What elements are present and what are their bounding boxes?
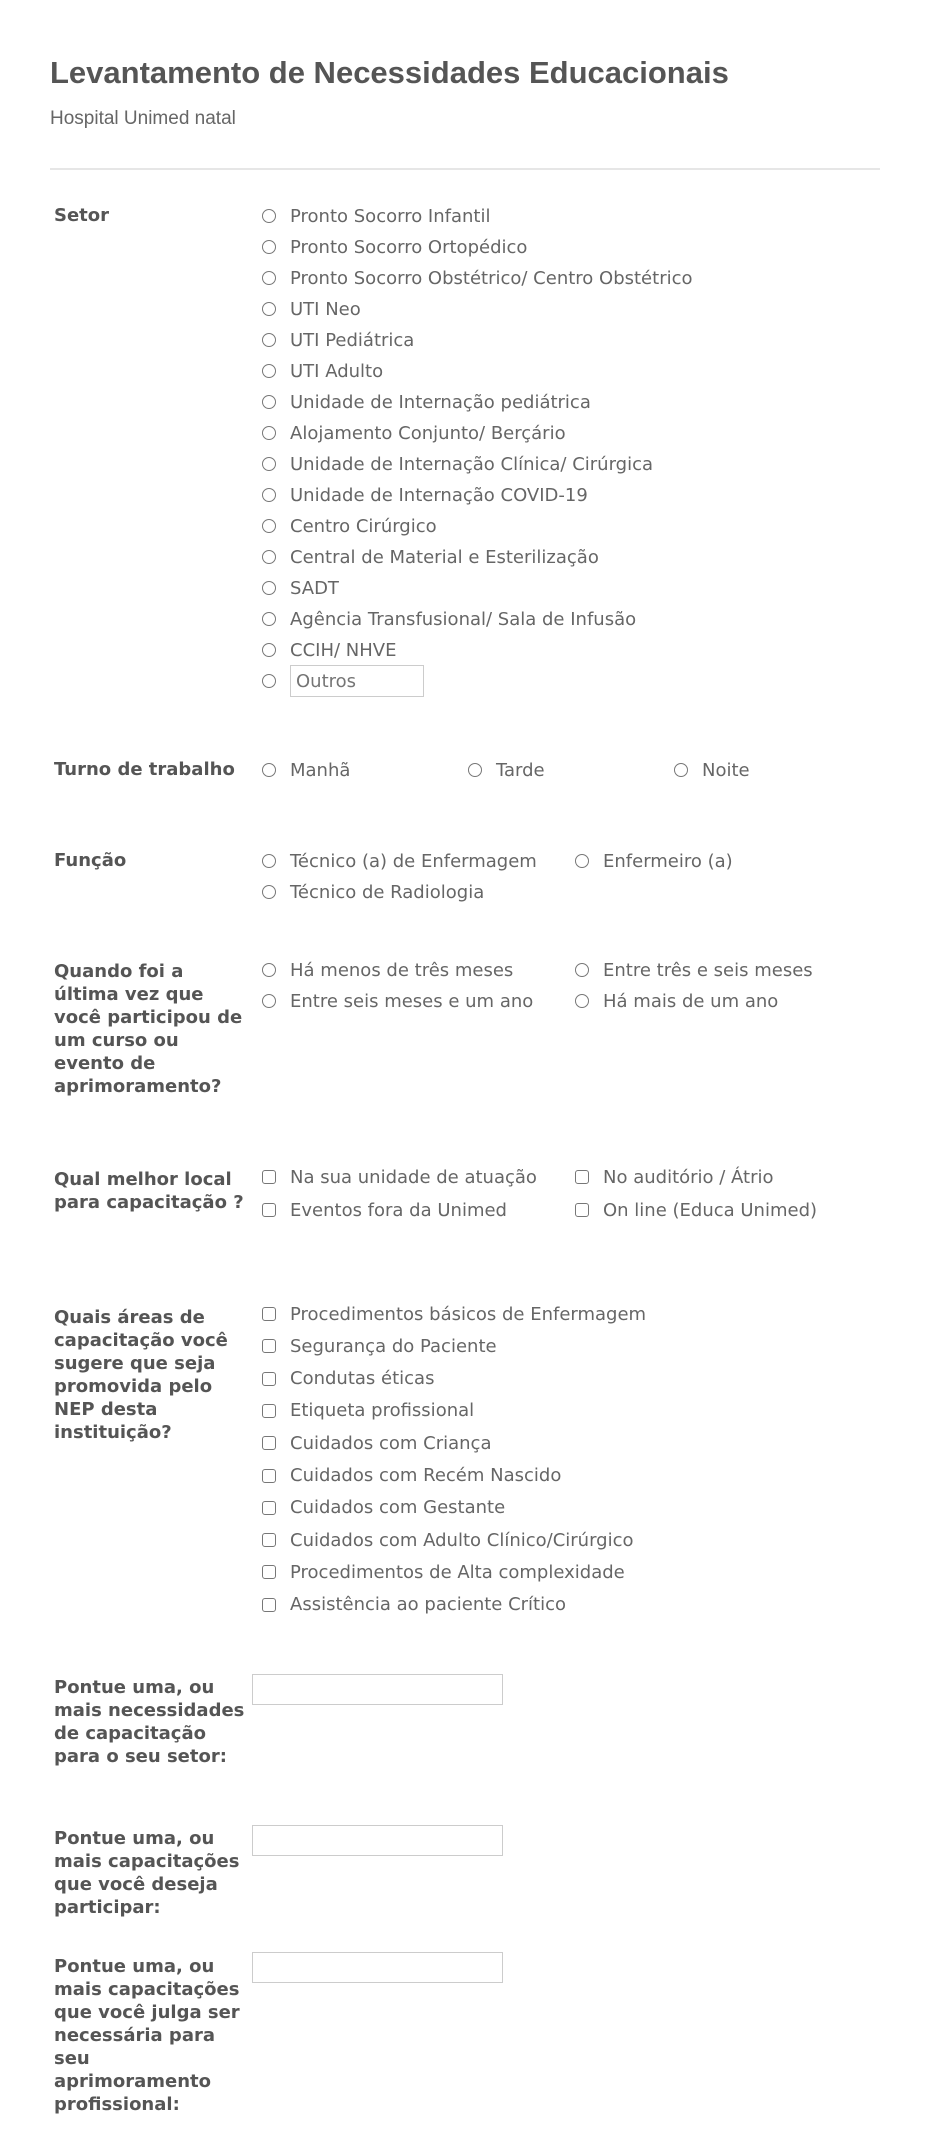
option-areas[interactable] (262, 1302, 646, 1326)
option-label: No auditório / Átrio (603, 1166, 774, 1188)
radio-icon[interactable] (262, 854, 276, 868)
checkbox-icon[interactable] (262, 1307, 276, 1321)
option-ultima_vez[interactable] (262, 958, 513, 982)
option-setor[interactable] (262, 328, 414, 352)
option-local[interactable] (262, 1198, 507, 1222)
option-setor[interactable] (262, 483, 588, 507)
option-areas[interactable] (262, 1431, 491, 1455)
option-turno[interactable] (674, 758, 750, 782)
radio-icon[interactable] (262, 302, 276, 316)
option-setor[interactable] (262, 235, 527, 259)
radio-icon[interactable] (262, 763, 276, 777)
option-areas[interactable] (262, 1560, 625, 1584)
other-input[interactable] (290, 665, 424, 697)
radio-icon[interactable] (262, 209, 276, 223)
option-ultima_vez[interactable] (575, 958, 813, 982)
option-label: UTI Pediátrica (290, 329, 415, 351)
option-label: SADT (290, 577, 339, 599)
radio-icon[interactable] (262, 457, 276, 471)
checkbox-icon[interactable] (262, 1372, 276, 1386)
radio-icon[interactable] (575, 994, 589, 1008)
option-ultima_vez[interactable] (575, 989, 778, 1013)
divider (50, 168, 880, 170)
option-setor[interactable] (262, 452, 653, 476)
option-label: Etiqueta profissional (290, 1400, 475, 1422)
option-local[interactable] (575, 1165, 774, 1189)
question-label: Função (54, 850, 127, 871)
option-local[interactable] (575, 1198, 817, 1222)
option-setor[interactable] (262, 638, 396, 662)
option-setor[interactable] (262, 359, 383, 383)
option-setor[interactable] (262, 607, 636, 631)
option-label: Enfermeiro (a) (603, 850, 733, 872)
question-label: Pontue uma, ou mais capacitações que você deseja participar: (54, 1828, 240, 1918)
option-label: UTI Neo (290, 298, 361, 320)
option-areas[interactable] (262, 1367, 434, 1391)
question-label: Quando foi a última vez que você participou de um curso ou evento de aprimoramento? (54, 961, 243, 1097)
checkbox-icon[interactable] (262, 1598, 276, 1612)
option-label: Há mais de um ano (603, 990, 779, 1012)
radio-icon[interactable] (262, 519, 276, 533)
option-label: Condutas éticas (290, 1368, 435, 1390)
radio-icon[interactable] (575, 854, 589, 868)
radio-icon[interactable] (575, 963, 589, 977)
question-label: Pontue uma, ou mais necessidades de capacitação para o seu setor: (54, 1677, 245, 1767)
pontue-setor-input[interactable] (252, 1674, 503, 1705)
option-local[interactable] (262, 1165, 537, 1189)
option-areas[interactable] (262, 1399, 474, 1423)
option-funcao[interactable] (575, 849, 733, 873)
form-subtitle: Hospital Unimed natal (50, 108, 236, 129)
option-areas[interactable] (262, 1593, 566, 1617)
checkbox-icon[interactable] (262, 1436, 276, 1450)
option-label: Cuidados com Adulto Clínico/Cirúrgico (290, 1529, 634, 1551)
option-setor[interactable] (262, 545, 599, 569)
radio-icon[interactable] (674, 763, 688, 777)
option-label: Pronto Socorro Ortopédico (290, 236, 528, 258)
option-label: Eventos fora da Unimed (290, 1199, 507, 1221)
radio-icon[interactable] (262, 333, 276, 347)
option-setor[interactable] (262, 266, 693, 290)
option-label: Pronto Socorro Obstétrico/ Centro Obstétrico (290, 267, 693, 289)
option-label: Procedimentos básicos de Enfermagem (290, 1303, 647, 1325)
radio-icon[interactable] (262, 581, 276, 595)
radio-icon[interactable] (468, 763, 482, 777)
option-label: Pronto Socorro Infantil (290, 205, 491, 227)
radio-icon[interactable] (262, 426, 276, 440)
option-funcao[interactable] (262, 880, 484, 904)
option-setor[interactable] (262, 576, 339, 600)
option-other[interactable] (262, 664, 424, 698)
radio-icon[interactable] (262, 364, 276, 378)
checkbox-icon[interactable] (575, 1203, 589, 1217)
option-label: Procedimentos de Alta complexidade (290, 1561, 625, 1583)
radio-icon[interactable] (262, 271, 276, 285)
option-label: Central de Material e Esterilização (290, 546, 599, 568)
option-label: Entre três e seis meses (603, 959, 813, 981)
option-label: Manhã (290, 759, 351, 781)
radio-icon[interactable] (262, 395, 276, 409)
radio-icon[interactable] (262, 488, 276, 502)
option-label: UTI Adulto (290, 360, 384, 382)
option-label: CCIH/ NHVE (290, 639, 397, 661)
option-setor[interactable] (262, 514, 437, 538)
question-label: Turno de trabalho (54, 759, 235, 780)
option-label: On line (Educa Unimed) (603, 1199, 818, 1221)
option-label: Técnico (a) de Enfermagem (290, 850, 537, 872)
option-label: Na sua unidade de atuação (290, 1166, 537, 1188)
checkbox-icon[interactable] (262, 1501, 276, 1515)
option-turno[interactable] (262, 758, 350, 782)
form-title: Levantamento de Necessidades Educacionais (50, 55, 729, 90)
option-areas[interactable] (262, 1496, 505, 1520)
option-label: Unidade de Internação pediátrica (290, 391, 591, 413)
option-setor[interactable] (262, 390, 591, 414)
question-label: Setor (54, 205, 110, 226)
option-turno[interactable] (468, 758, 545, 782)
option-label: Segurança do Paciente (290, 1335, 497, 1357)
option-ultima_vez[interactable] (262, 989, 533, 1013)
radio-icon[interactable] (262, 963, 276, 977)
checkbox-icon[interactable] (262, 1565, 276, 1579)
option-setor[interactable] (262, 297, 361, 321)
option-label: Entre seis meses e um ano (290, 990, 534, 1012)
question-label: Pontue uma, ou mais capacitações que você julga ser necessária para seu aprimoramento profissional: (54, 1956, 240, 2115)
checkbox-icon[interactable] (262, 1533, 276, 1547)
checkbox-icon[interactable] (575, 1170, 589, 1184)
option-label: Cuidados com Criança (290, 1432, 492, 1454)
radio-icon[interactable] (262, 550, 276, 564)
radio-icon[interactable] (262, 674, 276, 688)
option-label: Tarde (496, 759, 545, 781)
pontue-aprimoramento-input[interactable] (252, 1952, 503, 1983)
checkbox-icon[interactable] (262, 1339, 276, 1353)
option-label: Unidade de Internação COVID-19 (290, 484, 588, 506)
option-label: Centro Cirúrgico (290, 515, 437, 537)
checkbox-icon[interactable] (262, 1203, 276, 1217)
option-areas[interactable] (262, 1528, 634, 1552)
question-label: Qual melhor local para capacitação ? (54, 1169, 244, 1213)
checkbox-icon[interactable] (262, 1469, 276, 1483)
radio-icon[interactable] (262, 643, 276, 657)
option-funcao[interactable] (262, 849, 537, 873)
option-areas[interactable] (262, 1464, 561, 1488)
option-setor[interactable] (262, 421, 566, 445)
option-label: Técnico de Radiologia (290, 881, 485, 903)
question-label: Quais áreas de capacitação você sugere que seja promovida pelo NEP desta instituição? (54, 1307, 228, 1443)
option-label: Há menos de três meses (290, 959, 514, 981)
option-label: Cuidados com Recém Nascido (290, 1465, 562, 1486)
option-areas[interactable] (262, 1334, 497, 1358)
checkbox-icon[interactable] (262, 1170, 276, 1184)
radio-icon[interactable] (262, 885, 276, 899)
option-label: Unidade de Internação Clínica/ Cirúrgica (290, 453, 654, 475)
radio-icon[interactable] (262, 240, 276, 254)
radio-icon[interactable] (262, 612, 276, 626)
checkbox-icon[interactable] (262, 1404, 276, 1418)
pontue-participar-input[interactable] (252, 1825, 503, 1856)
option-label: Agência Transfusional/ Sala de Infusão (290, 608, 637, 630)
option-label: Noite (702, 759, 750, 781)
option-label: Cuidados com Gestante (290, 1497, 506, 1519)
radio-icon[interactable] (262, 994, 276, 1008)
option-label: Alojamento Conjunto/ Berçário (290, 422, 566, 444)
option-setor[interactable] (262, 204, 490, 228)
option-label: Assistência ao paciente Crítico (290, 1594, 567, 1616)
